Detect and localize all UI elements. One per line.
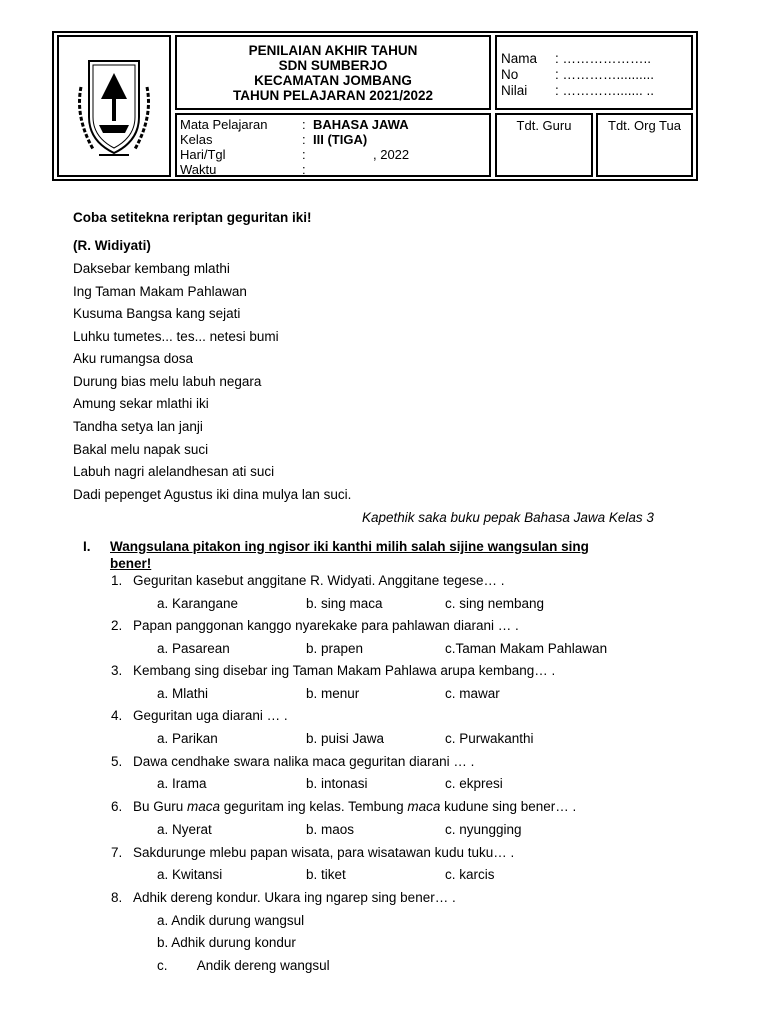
option-a[interactable]: a. Andik durung wangsul	[157, 913, 305, 928]
school-name: SDN SUMBERJO	[278, 57, 388, 73]
date-label: Hari/Tgl	[180, 147, 226, 162]
poem-line: Kusuma Bangsa kang sejati	[73, 306, 241, 321]
question-number: 6.	[111, 799, 123, 814]
option-a[interactable]: a. Mlathi	[157, 686, 209, 701]
option-b[interactable]: b. puisi Jawa	[306, 731, 385, 746]
number-label: No	[501, 67, 519, 82]
teacher-signature-label: Tdt. Guru	[516, 118, 572, 133]
option-a[interactable]: a. Parikan	[157, 731, 218, 746]
option-c[interactable]: c. mawar	[445, 686, 500, 701]
question-text-emphasis: maca	[187, 799, 221, 814]
option-a[interactable]: a. Pasarean	[157, 641, 230, 656]
poem-line: Ing Taman Makam Pahlawan	[73, 284, 247, 299]
option-b[interactable]: b. tiket	[306, 867, 346, 882]
instruction-text: Coba setitekna reriptan geguritan iki!	[73, 210, 312, 225]
subject-label: Mata Pelajaran	[180, 117, 268, 132]
poem-line: Bakal melu napak suci	[73, 442, 209, 457]
question-text-part: geguritam ing kelas. Tembung	[220, 799, 408, 814]
question-text: Geguritan uga diarani … .	[133, 708, 288, 723]
score-label: Nilai	[501, 83, 528, 98]
question-text: Kembang sing disebar ing Taman Makam Pahlawa arupa kembang… .	[133, 663, 556, 678]
option-b[interactable]: b. Adhik durung kondur	[157, 935, 296, 950]
teacher-signature-box	[495, 113, 593, 177]
school-emblem	[57, 35, 171, 177]
name-label: Nama	[501, 51, 538, 66]
student-identity-box	[495, 35, 693, 110]
option-b[interactable]: b. maos	[306, 822, 355, 837]
question-number: 5.	[111, 754, 123, 769]
question-text: Adhik dereng kondur. Ukara ing ngarep sing bener… .	[133, 890, 456, 905]
poem-source: Kapethik saka buku pepak Bahasa Jawa Kelas 3	[362, 510, 654, 525]
class-value: III (TIGA)	[313, 132, 368, 147]
question-text-emphasis: maca	[407, 799, 441, 814]
class-label: Kelas	[180, 132, 213, 147]
subject-info-box	[175, 113, 491, 177]
exam-title-box	[175, 35, 491, 110]
exam-title-line: PENILAIAN AKHIR TAHUN	[248, 42, 418, 58]
poem-line: Luhku tumetes... tes... netesi bumi	[73, 329, 279, 344]
option-a[interactable]: a. Nyerat	[157, 822, 212, 837]
question-number: 1.	[111, 573, 123, 588]
poem-line: Dadi pepenget Agustus iki dina mulya lan suci.	[73, 487, 352, 502]
parent-signature-box	[596, 113, 693, 177]
option-b[interactable]: b. prapen	[306, 641, 364, 656]
question-text-part: kudune sing bener… .	[440, 799, 577, 814]
question-text: Sakdurunge mlebu papan wisata, para wisatawan kudu tuku… .	[133, 845, 515, 860]
question-text: Geguritan kasebut anggitane R. Widyati. Anggitane tegese… .	[133, 573, 505, 588]
question-number: 8.	[111, 890, 123, 905]
time-label: Waktu	[180, 162, 217, 177]
question-text-part: Bu Guru	[133, 799, 188, 814]
option-a[interactable]: a. Kwitansi	[157, 867, 223, 882]
option-b[interactable]: b. menur	[306, 686, 360, 701]
date-value[interactable]: , 2022	[373, 147, 410, 162]
option-c[interactable]: c. Andik dereng wangsul	[157, 958, 330, 973]
option-b[interactable]: b. sing maca	[306, 596, 383, 611]
poem-line: Amung sekar mlathi iki	[73, 396, 209, 411]
subject-value: BAHASA JAWA	[313, 117, 409, 132]
option-a[interactable]: a. Karangane	[157, 596, 239, 611]
poem-line: Durung bias melu labuh negara	[73, 374, 262, 389]
number-field[interactable]: : …………..........	[555, 67, 655, 82]
academic-year: TAHUN PELAJARAN 2021/2022	[232, 87, 434, 103]
section-title: Wangsulana pitakon ing ngisor iki kanthi milih salah sijine wangsulan sing	[110, 539, 589, 554]
class-sep: :	[302, 132, 306, 147]
question-text	[133, 799, 576, 814]
option-c[interactable]: c. ekpresi	[445, 776, 503, 791]
score-field[interactable]: : …………....... ..	[555, 83, 655, 98]
option-c[interactable]: c. sing nembang	[445, 596, 545, 611]
district-name: KECAMATAN JOMBANG	[254, 72, 412, 88]
poem-author: (R. Widiyati)	[73, 238, 151, 253]
option-c[interactable]: c. nyungging	[445, 822, 522, 837]
time-sep: :	[302, 162, 306, 177]
poem-line: Daksebar kembang mlathi	[73, 261, 230, 276]
question-text: Dawa cendhake swara nalika maca geguritan diarani … .	[133, 754, 475, 769]
name-field[interactable]: : ………………..	[555, 51, 652, 66]
section-number: I.	[83, 539, 91, 554]
poem-line: Tandha setya lan janji	[73, 419, 203, 434]
question-number: 7.	[111, 845, 123, 860]
question-text: Papan panggonan kanggo nyarekake para pahlawan diarani … .	[133, 618, 519, 633]
option-c[interactable]: c. Purwakanthi	[445, 731, 534, 746]
question-number: 2.	[111, 618, 123, 633]
parent-signature-label: Tdt. Org Tua	[608, 118, 681, 133]
poem-line: Labuh nagri alelandhesan ati suci	[73, 464, 275, 479]
question-number: 4.	[111, 708, 123, 723]
option-c[interactable]: c. karcis	[445, 867, 495, 882]
option-b[interactable]: b. intonasi	[306, 776, 368, 791]
date-sep: :	[302, 147, 306, 162]
emblem-icon	[59, 37, 169, 175]
poem-line: Aku rumangsa dosa	[73, 351, 194, 366]
subject-sep: :	[302, 117, 306, 132]
option-c[interactable]: c.Taman Makam Pahlawan	[445, 641, 608, 656]
question-number: 3.	[111, 663, 123, 678]
section-title-cont: bener!	[110, 556, 152, 571]
option-a[interactable]: a. Irama	[157, 776, 207, 791]
